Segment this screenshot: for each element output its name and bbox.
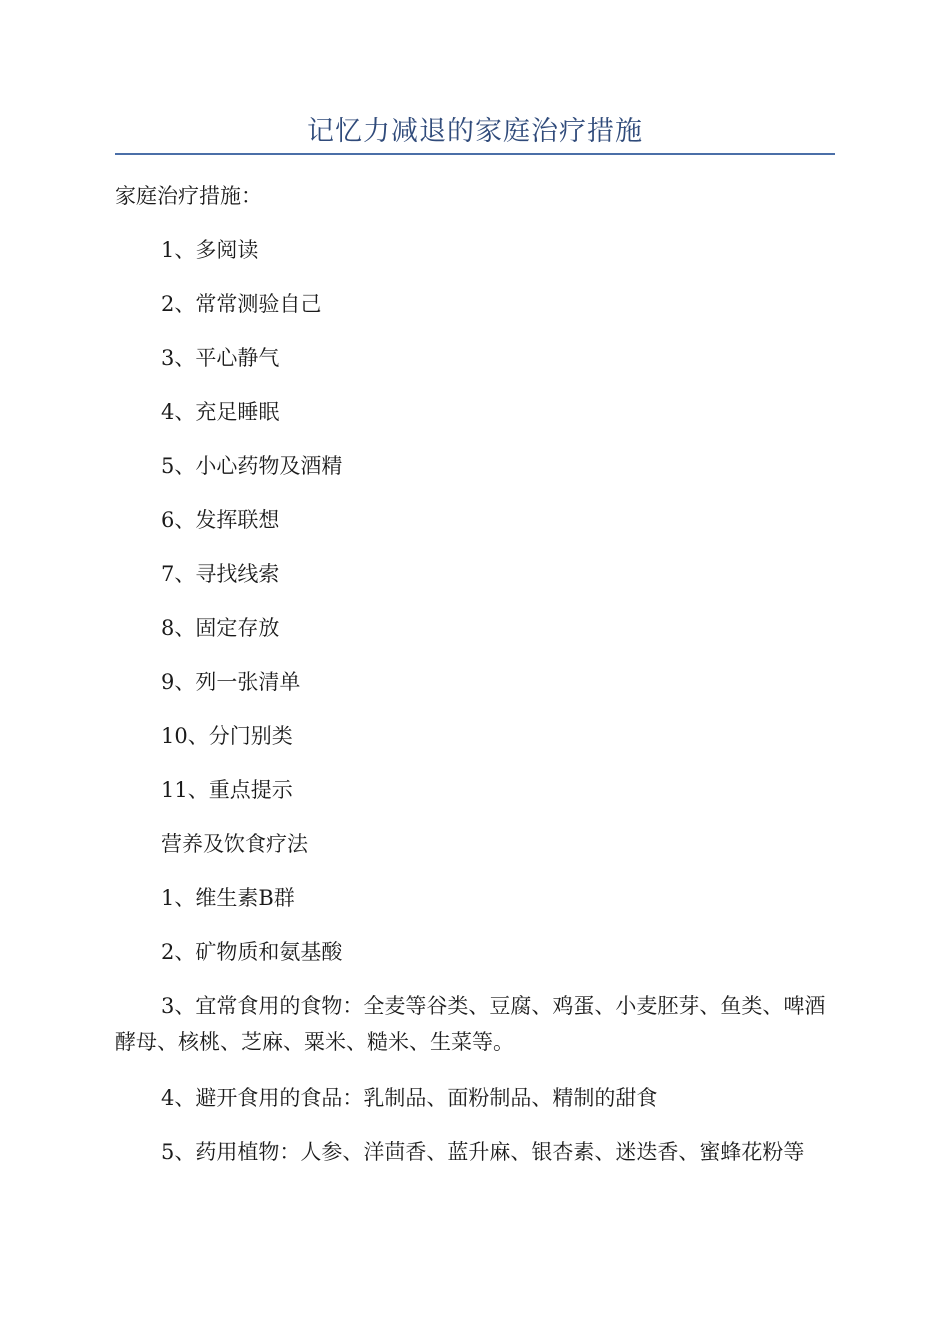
measure-item: 7、寻找线索	[161, 562, 280, 586]
nutrition-item: 4、避开食用的食品：乳制品、面粉制品、精制的甜食	[161, 1086, 658, 1110]
nutrition-paragraph: 3、宜常食用的食物：全麦等谷类、豆腐、鸡蛋、小麦胚芽、鱼类、啤酒酵母、核桃、芝麻、粟米、糙米、生菜等。	[115, 994, 826, 1054]
measure-item: 11、重点提示	[161, 778, 293, 802]
measure-item: 10、分门别类	[161, 724, 293, 748]
nutrition-item: 1、维生素B群	[161, 886, 295, 910]
nutrition-paragraph: 5、药用植物：人参、洋茴香、蓝升麻、银杏素、迷迭香、蜜蜂花粉等	[161, 1140, 805, 1164]
measure-item: 4、充足睡眠	[161, 400, 280, 424]
measure-item: 8、固定存放	[161, 616, 280, 640]
nutrition-heading: 营养及饮食疗法	[161, 832, 308, 856]
measure-item: 2、常常测验自己	[161, 292, 322, 316]
measure-item: 1、多阅读	[161, 238, 259, 262]
measure-item: 3、平心静气	[161, 346, 280, 370]
page-title: 记忆力减退的家庭治疗措施	[307, 116, 643, 147]
nutrition-item: 2、矿物质和氨基酸	[161, 940, 343, 964]
measure-item: 5、小心药物及酒精	[161, 454, 343, 478]
title-underline	[115, 153, 835, 155]
measure-item: 9、列一张清单	[161, 670, 301, 694]
measure-item: 6、发挥联想	[161, 508, 280, 532]
section-heading: 家庭治疗措施：	[115, 184, 262, 208]
